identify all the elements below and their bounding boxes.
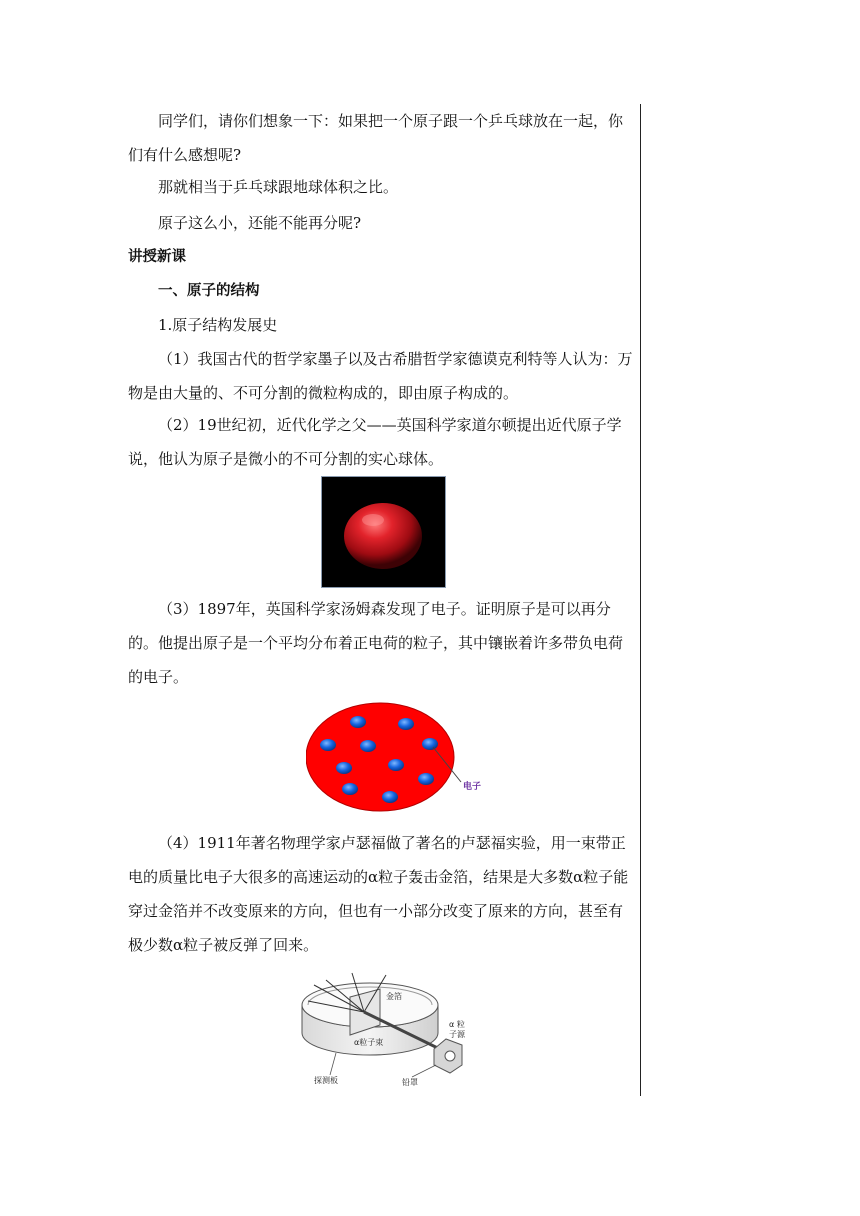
dalton-sphere [344, 503, 422, 569]
heading-atom-structure: 一、原子的结构 [158, 283, 260, 299]
item-thomson: （3）1897年，英国科学家汤姆森发现了电子。证明原子是可以再分的。他提出原子是一个平均分布着正电荷的粒子，其中镶嵌着许多带负电荷的电子。 [128, 600, 624, 686]
thomson-model-figure [306, 700, 496, 820]
label-alpha-source-1: α 粒 [449, 1020, 465, 1029]
paragraph-ping-pong-earth: 那就相当于乒乓球跟地球体积之比。 [158, 178, 399, 196]
paragraph-intro-question: 同学们，请你们想象一下：如果把一个原子跟一个乒乓球放在一起，你们有什么感想呢? [128, 112, 624, 164]
label-alpha-beam: α粒子束 [354, 1038, 384, 1047]
rutherford-apparatus-figure [294, 965, 494, 1099]
thomson-body [306, 703, 454, 811]
dalton-model-figure [321, 476, 446, 592]
item-ancient-philosophers: （1）我国古代的哲学家墨子以及古希腊哲学家德谟克利特等人认为：万物是由大量的、不可分割的微粒构成的，即由原子构成的。 [128, 350, 633, 402]
table-border-right [640, 104, 641, 1096]
item-dalton: （2）19世纪初，近代化学之父——英国科学家道尔顿提出近代原子学说，他认为原子是微小的不可分割的实心球体。 [128, 416, 622, 468]
label-detector: 探测板 [314, 1076, 338, 1085]
label-alpha-source-2: 子源 [449, 1030, 465, 1039]
heading-new-lesson: 讲授新课 [128, 249, 186, 265]
paragraph-can-divide: 原子这么小，还能不能再分呢? [158, 214, 362, 232]
subheading-history: 1.原子结构发展史 [158, 316, 278, 334]
label-gold-foil: 金箔 [386, 992, 402, 1001]
label-lead-shield: 铅罩 [402, 1078, 418, 1087]
electron-label: 电子 [463, 782, 482, 792]
item-rutherford: （4）1911年著名物理学家卢瑟福做了著名的卢瑟福实验，用一束带正电的质量比电子大很多的高速运动的α粒子轰击金箔，结果是大多数α粒子能穿过金箔并不改变原来的方向，但也有一小部分改变了原来的方向，甚至有极少数α粒子被反弹了回来。 [128, 834, 629, 954]
